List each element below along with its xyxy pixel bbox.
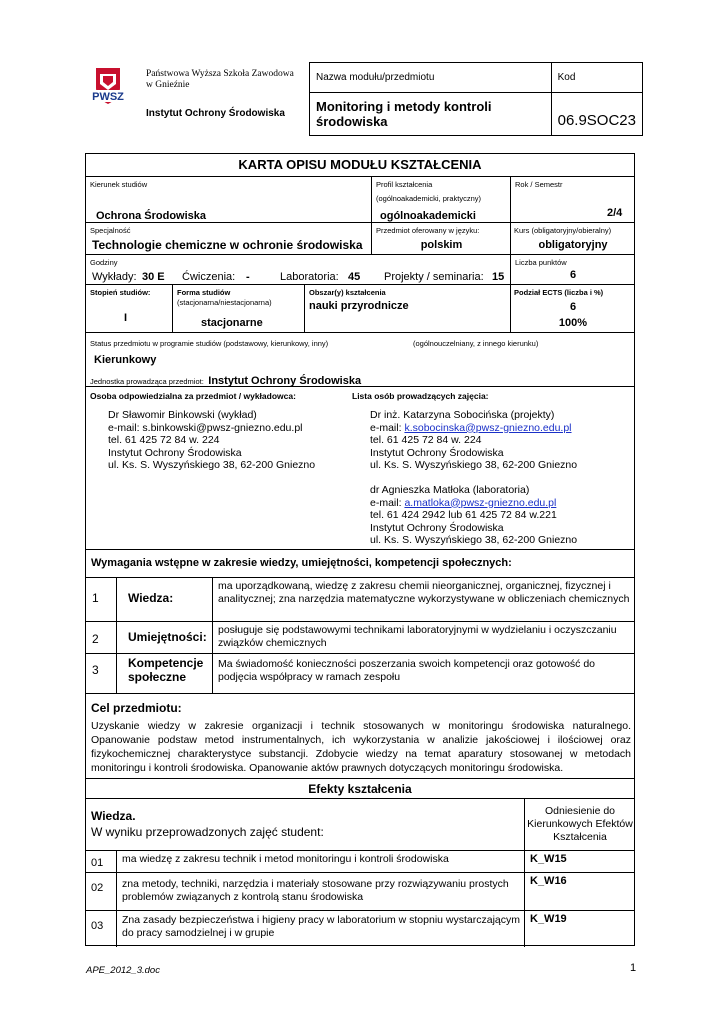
ects-value: 6 — [569, 301, 577, 313]
profile-hint: (ogólnoakademicki, praktyczny) — [376, 194, 482, 203]
teacher-2 — [370, 484, 577, 547]
goal-text: Uzyskanie wiedzy w zakresie organizacji i technik stosowanych w monitoringu środowiska naturalnego. Opanowanie podstaw metod instrumentalnych, ich wykorzystania w analizie jakościowej i ilościowej oraz fizykochemicznej charakterystyce substancji. Zdobycie wiedzy na temat aparatury stosowanej w metodach monitoringu i kontroli środowiska. Opanowanie aktów prawnych dotyczących monitoringu środowiska. — [91, 720, 631, 774]
effect-row — [86, 910, 634, 946]
effect-text: ma wiedzę z zakresu technik i metod monitoringu i kontroli środowiska — [122, 853, 449, 865]
prereq-num: 2 — [92, 632, 99, 646]
ects-cell — [510, 284, 634, 332]
teachers-label: Lista osób prowadzących zajęcia: — [352, 391, 489, 401]
ref-header-cell — [524, 798, 634, 850]
effect-text: zna metody, techniki, narzędzia i materiały stosowane przy rozwiązywaniu prostych problemów związanych z kontrolą stanu środowiska — [122, 878, 509, 903]
lectures-value: 30 E — [142, 271, 165, 283]
points-label: Liczba punktów — [515, 258, 567, 267]
unit-value: Instytut Ochrony Środowiska — [208, 375, 362, 387]
teacher-2-email-prefix: e-mail: — [370, 496, 405, 509]
goal-cell — [86, 693, 634, 778]
prereq-name: Umiejętności: — [128, 630, 207, 644]
effect-text: Zna zasady bezpieczeństwa i higieny pracy w laboratorium w stopniu wystarczającym do pracy samodzielnej i w grupie — [122, 914, 521, 939]
teacher-1-email-row — [370, 422, 577, 435]
teacher-1-email-prefix: e-mail: — [370, 421, 405, 434]
prereq-name: Kompetencje społeczne — [128, 656, 204, 684]
module-name-label: Nazwa modułu/przedmiotu — [310, 63, 552, 93]
responsible-inst: Instytut Ochrony Środowiska — [108, 446, 242, 459]
form-label: Forma studiów — [177, 288, 231, 297]
exercises-value: - — [246, 271, 250, 283]
prereq-text: Ma świadomość konieczności poszerzania swoich kompetencji oraz gotowość do podjęcia współpracy w ramach zespołu — [218, 658, 596, 683]
level-label: Stopień studiów: — [90, 288, 151, 297]
area-label: Obszar(y) kształcenia — [309, 288, 386, 297]
prereq-name: Wiedza: — [128, 591, 174, 605]
lab-value: 45 — [348, 271, 361, 283]
status-cell — [86, 332, 634, 386]
department-name: Instytut Ochrony Środowiska — [146, 108, 285, 119]
effect-num: 01 — [91, 857, 104, 869]
exercises-label: Ćwiczenia: — [182, 271, 236, 283]
teacher-2-addr: ul. Ks. S. Wyszyńskiego 38, 62-200 Gniezno — [370, 534, 578, 546]
area-cell — [304, 284, 510, 332]
module-name: Monitoring i metody kontroli środowiska — [310, 93, 552, 136]
hours-cell — [86, 254, 510, 284]
language-cell — [371, 222, 510, 254]
status-value: Kierunkowy — [94, 354, 157, 366]
profile-cell — [371, 176, 510, 222]
logo-text: PWSZ — [92, 91, 124, 103]
teacher-2-email-link[interactable]: a.matloka@pwsz-gniezno.edu.pl — [404, 496, 557, 509]
teacher-1-tel: tel. 61 425 72 84 w. 224 — [370, 434, 482, 446]
year-cell — [510, 176, 634, 222]
unit-label: Jednostka prowadząca przedmiot: — [90, 377, 204, 386]
module-code: 06.9SOC23 — [551, 93, 642, 136]
ects-label: Podział ECTS (liczba i %) — [514, 288, 604, 297]
code-label: Kod — [551, 63, 642, 93]
teacher-1-email-link[interactable]: k.sobocinska@pwsz-gniezno.edu.pl — [404, 421, 572, 434]
responsible-addr: ul. Ks. S. Wyszyńskiego 38, 62-200 Gniezno — [108, 459, 316, 471]
form-cell — [172, 284, 304, 332]
prereq-row — [86, 621, 634, 653]
institution-name: Państwowa Wyższa Szkoła Zawodowa w Gnieźnie — [146, 69, 294, 90]
prereq-row — [86, 653, 634, 693]
area-value: nauki przyrodnicze — [309, 300, 409, 312]
profile-label: Profil kształcenia — [376, 180, 433, 189]
module-header-table — [309, 62, 643, 136]
prereq-text: posługuje się podstawowymi technikami laboratoryjnymi w wydzielaniu i oczyszczaniu związków chemicznych — [218, 624, 617, 649]
language-label: Przedmiot oferowany w języku: — [376, 226, 480, 235]
level-cell — [86, 284, 172, 332]
course-type-cell — [510, 222, 634, 254]
knowledge-title: Wiedza. — [91, 809, 136, 823]
teacher-1-addr: ul. Ks. S. Wyszyńskiego 38, 62-200 Gniezno — [370, 459, 578, 471]
responsible-tel: tel. 61 425 72 84 w. 224 — [108, 434, 220, 446]
hours-label: Godziny — [90, 258, 118, 267]
effect-ref: K_W16 — [530, 875, 567, 887]
university-logo — [88, 64, 128, 109]
year-label: Rok / Semestr — [515, 180, 563, 189]
teacher-2-inst: Instytut Ochrony Środowiska — [370, 521, 504, 534]
lectures-label: Wykłady: — [92, 271, 137, 283]
effect-row — [86, 872, 634, 910]
form-value: stacjonarne — [201, 317, 263, 329]
card-title: KARTA OPISU MODUŁU KSZTAŁCENIA — [238, 157, 482, 172]
status-label: Status przedmiotu w programie studiów (podstawowy, kierunkowy, inny) — [90, 339, 329, 348]
teacher-1-name: Dr inż. Katarzyna Sobocińska (projekty) — [370, 409, 555, 421]
course-type-label: Kurs (obligatoryjny/obieralny) — [514, 226, 612, 235]
prereq-num: 3 — [92, 663, 99, 677]
module-card — [85, 153, 635, 946]
profile-value: ogólnoakademicki — [380, 210, 476, 222]
teacher-2-name: dr Agnieszka Matłoka (laboratoria) — [370, 484, 530, 496]
effect-ref: K_W15 — [530, 853, 567, 865]
responsible-email[interactable]: e-mail: s.binkowski@pwsz-gniezno.edu.pl — [108, 421, 303, 434]
spec-value: Technologie chemiczne w ochronie środowiska — [92, 238, 363, 252]
points-value: 6 — [569, 269, 577, 281]
prereq-num: 1 — [92, 591, 99, 605]
year-value: 2/4 — [607, 207, 623, 219]
projects-label: Projekty / seminaria: — [384, 271, 484, 283]
prereq-text: ma uporządkowaną, wiedzę z zakresu chemii nieorganicznej, organicznej, fizycznej i analitycznej; zna narzędzia matematyczne wykorzystywane w obliczeniach chemicznych — [218, 580, 630, 605]
responsible-label: Osoba odpowiedzialna za przedmiot / wykładowca: — [90, 391, 296, 401]
effect-row — [86, 850, 634, 872]
ects-percent: 100% — [558, 317, 588, 329]
field-value: Ochrona Środowiska — [96, 210, 207, 222]
field-label: Kierunek studiów — [90, 180, 148, 189]
knowledge-subtitle: W wyniku przeprowadzonych zajęć student: — [91, 825, 324, 839]
goal-title: Cel przedmiotu: — [91, 701, 182, 715]
prereq-row — [86, 577, 634, 621]
effects-title: Efekty kształcenia — [86, 778, 634, 798]
spec-label: Specjalność — [90, 226, 131, 235]
level-value: I — [124, 312, 128, 324]
effect-num: 03 — [91, 920, 104, 932]
ref-header: Odniesienie do Kierunkowych Efektów Kształcenia — [527, 805, 633, 843]
prereq-title: Wymagania wstępne w zakresie wiedzy, umiejętności, kompetencji społecznych: — [86, 549, 634, 577]
persons-cell — [86, 386, 634, 549]
status-hint: (ogólnouczelniany, z innego kierunku) — [413, 339, 539, 348]
teacher-1-inst: Instytut Ochrony Środowiska — [370, 446, 504, 459]
knowledge-header — [86, 798, 524, 850]
teacher-2-email-row — [370, 497, 577, 510]
lab-label: Laboratoria: — [280, 271, 339, 283]
projects-value: 15 — [492, 271, 505, 283]
effect-num: 02 — [91, 882, 104, 894]
points-cell — [510, 254, 634, 284]
teacher-2-tel: tel. 61 424 2942 lub 61 425 72 84 w.221 — [370, 509, 557, 521]
responsible-name: Dr Sławomir Binkowski (wykład) — [108, 409, 257, 421]
form-hint: (stacjonarna/niestacjonarna) — [177, 298, 272, 307]
spec-cell — [86, 222, 371, 254]
teacher-1 — [370, 409, 577, 472]
effect-ref: K_W19 — [530, 913, 567, 925]
responsible-person — [108, 409, 315, 472]
footer-file: APE_2012_3.doc — [86, 965, 160, 976]
field-cell — [86, 176, 371, 222]
page-number: 1 — [630, 962, 637, 974]
language-value: polskim — [420, 239, 463, 251]
course-type-value: obligatoryjny — [538, 239, 608, 251]
